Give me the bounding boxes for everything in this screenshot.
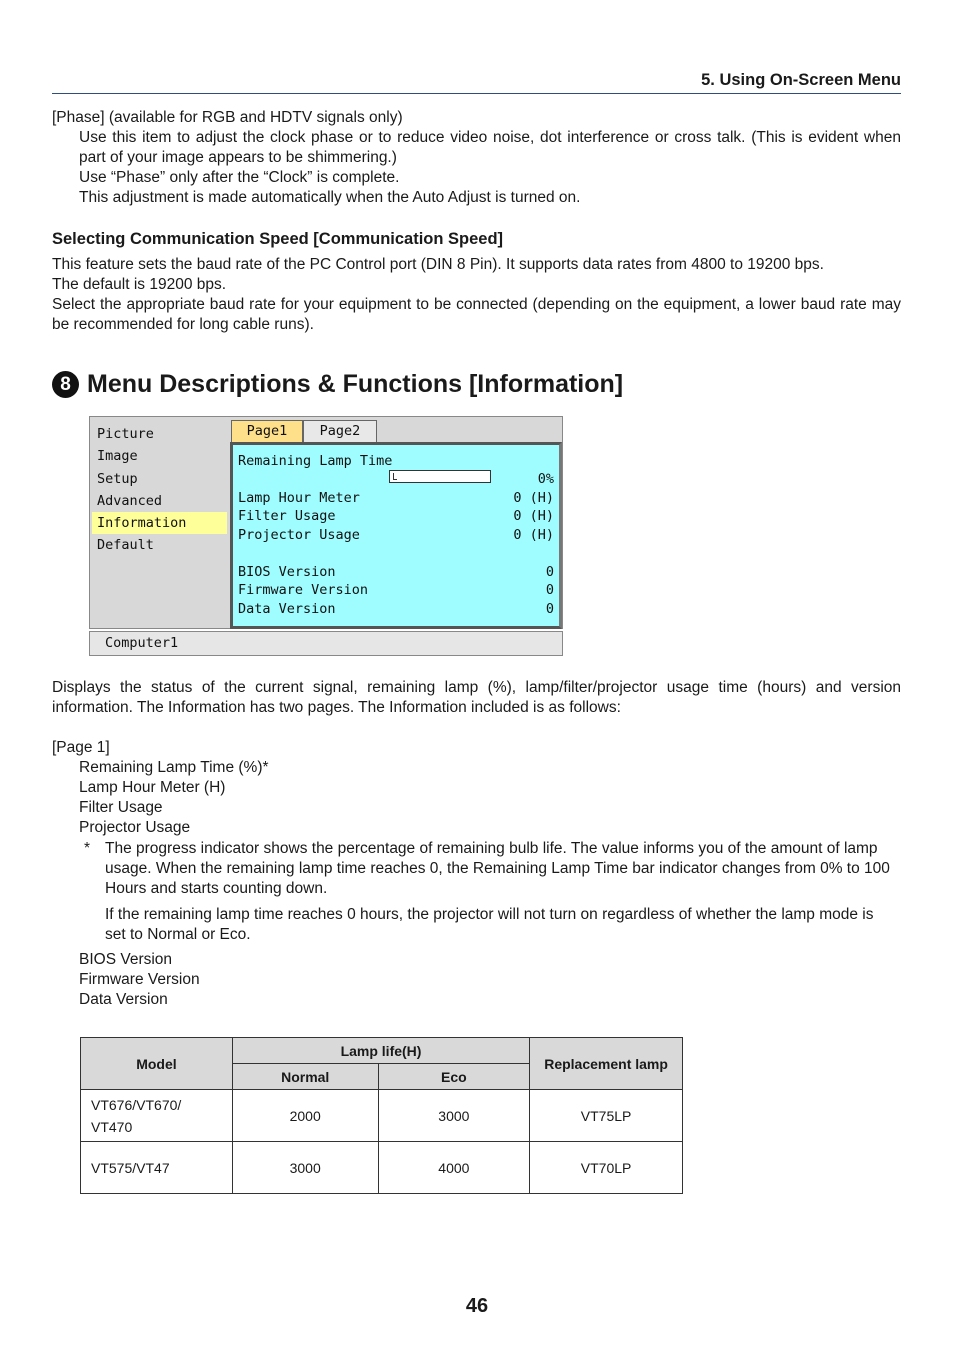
bios-version-label: BIOS Version <box>238 564 336 580</box>
comm-speed-line-1: This feature sets the baud rate of the PC Control port (DIN 8 Pin). It supports data rates from 4800 to 19200 bps. <box>52 256 824 273</box>
osd-row-bios <box>238 563 554 581</box>
page2-item-2: Firmware Version <box>79 971 200 988</box>
header-rule <box>52 93 901 94</box>
section-heading <box>52 368 623 400</box>
osd-menu-setup[interactable]: Setup <box>97 470 138 487</box>
section-title: Menu Descriptions & Functions [Information] <box>87 370 624 398</box>
eco-cell: 4000 <box>378 1142 530 1194</box>
filter-usage-value: 0 (H) <box>513 508 554 524</box>
projector-usage-value: 0 (H) <box>513 527 554 543</box>
running-header: 5. Using On-Screen Menu <box>701 71 901 89</box>
normal-cell: 3000 <box>232 1142 378 1194</box>
model-cell <box>81 1090 233 1142</box>
osd-row-projector <box>238 526 554 544</box>
lamp-cell: VT70LP <box>530 1142 683 1194</box>
bios-version-value: 0 <box>545 564 554 580</box>
normal-cell: 2000 <box>232 1090 378 1142</box>
firmware-version-label: Firmware Version <box>238 582 369 598</box>
osd-tab-page2[interactable]: Page2 <box>303 420 377 442</box>
lamp-hour-label: Lamp Hour Meter <box>238 490 360 506</box>
page1-item-3: Filter Usage <box>79 799 163 816</box>
page2-item-3: Data Version <box>79 991 168 1008</box>
osd-information-menu <box>89 416 564 657</box>
filter-usage-label: Filter Usage <box>238 508 336 524</box>
osd-menu-advanced[interactable]: Advanced <box>97 492 163 509</box>
data-version-label: Data Version <box>238 601 336 617</box>
page2-item-1: BIOS Version <box>79 951 173 968</box>
note-paragraph-1: The progress indicator shows the percentage of remaining bulb life. The value informs you of the amount of lamp usage. When the remaining lamp time reaches 0, the Remaining Lamp Time bar indicator changes from 0% to 100 Hours and starts counting down. <box>105 840 890 897</box>
header-lamp-life: Lamp life(H) <box>232 1038 529 1064</box>
osd-status-bar: Computer1 <box>89 631 563 656</box>
header-normal: Normal <box>232 1064 378 1090</box>
osd-menu-image[interactable]: Image <box>97 448 138 465</box>
osd-row-firmware <box>238 581 554 599</box>
phase-line-1: Use this item to adjust the clock phase or to reduce video noise, dot interference or cross talk. (This is evident when part of your image appears to be shimmering.) <box>79 129 901 166</box>
page1-item-4: Projector Usage <box>79 819 191 836</box>
page1-item-2: Lamp Hour Meter (H) <box>79 779 226 796</box>
lamp-hour-value: 0 (H) <box>513 490 554 506</box>
model-line-1: VT676/VT670/ <box>91 1096 182 1113</box>
note-paragraph-2: If the remaining lamp time reaches 0 hours, the projector will not turn on regardless of whether the lamp mode is set to Normal or Eco. <box>105 906 874 943</box>
page1-item-1: Remaining Lamp Time (%)* <box>79 759 269 776</box>
osd-info-panel <box>230 442 562 629</box>
firmware-version-value: 0 <box>545 582 554 598</box>
table-row <box>81 1142 683 1194</box>
osd-menu-picture[interactable]: Picture <box>97 426 154 442</box>
lamp-life-table <box>80 1037 683 1194</box>
osd-menu-information[interactable]: Information <box>92 512 227 534</box>
header-model: Model <box>81 1038 233 1090</box>
lamp-cell: VT75LP <box>530 1090 683 1142</box>
osd-row-remaining <box>238 452 554 470</box>
osd-row-data <box>238 600 554 618</box>
osd-tab-page1[interactable]: Page1 <box>231 420 303 442</box>
osd-menu-default[interactable]: Default <box>97 537 154 554</box>
header-replacement-lamp: Replacement lamp <box>530 1038 683 1090</box>
note-asterisk: * <box>84 840 91 857</box>
osd-row-filter <box>238 507 554 525</box>
comm-speed-line-2: The default is 19200 bps. <box>52 276 227 293</box>
remaining-lamp-label: Remaining Lamp Time <box>238 453 393 469</box>
comm-speed-heading: Selecting Communication Speed [Communication Speed] <box>52 230 504 248</box>
osd-frame <box>89 416 563 629</box>
table-row <box>81 1090 683 1142</box>
phase-title: [Phase] (available for RGB and HDTV signals only) <box>52 109 403 126</box>
projector-usage-label: Projector Usage <box>238 527 360 543</box>
osd-row-remaining-value <box>238 470 554 488</box>
eco-cell: 3000 <box>378 1090 530 1142</box>
osd-row-lamp-hour <box>238 489 554 507</box>
table-header-row <box>81 1038 683 1064</box>
comm-speed-line-3: Select the appropriate baud rate for your equipment to be connected (depending on the equipment, a lower baud rate may be recommended for long cable runs). <box>52 296 901 333</box>
model-cell: VT575/VT47 <box>81 1142 233 1194</box>
osd-main-menu <box>92 423 227 557</box>
model-line-2: VT470 <box>91 1118 133 1135</box>
phase-line-2: Use “Phase” only after the “Clock” is complete. <box>79 169 400 186</box>
remaining-lamp-value: 0% <box>537 471 554 487</box>
page1-label: [Page 1] <box>52 739 110 756</box>
page-number: 46 <box>465 1295 489 1317</box>
header-eco: Eco <box>378 1064 530 1090</box>
phase-line-3: This adjustment is made automatically when the Auto Adjust is turned on. <box>79 189 581 206</box>
section-number-badge: 8 <box>52 371 79 398</box>
info-intro: Displays the status of the current signal, remaining lamp (%), lamp/filter/projector usage time (hours) and version information. The Information has two pages. The Information included is as follows: <box>52 679 901 716</box>
data-version-value: 0 <box>545 601 554 617</box>
